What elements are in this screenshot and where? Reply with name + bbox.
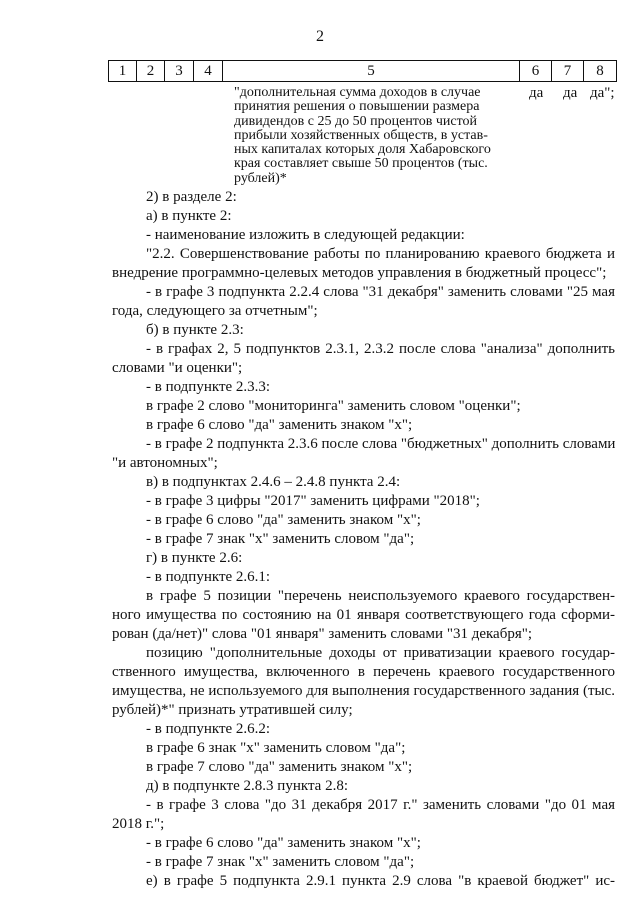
text-line: ственного имущества, включенного в перечень краевого государственного bbox=[112, 664, 615, 680]
table-cell-col6: да bbox=[529, 85, 544, 101]
text-line: "и автономных"; bbox=[112, 455, 218, 471]
column-header-cell: 4 bbox=[194, 61, 223, 82]
column-header-cell: 1 bbox=[109, 61, 137, 82]
column-header-cell: 5 bbox=[223, 61, 520, 82]
page-number: 2 bbox=[316, 28, 324, 45]
text-line: - в подпункте 2.6.1: bbox=[146, 569, 271, 585]
text-line: в графе 6 знак "х" заменить словом "да"; bbox=[146, 740, 406, 756]
column-header-table bbox=[108, 60, 617, 82]
text-line: а) в пункте 2: bbox=[146, 208, 232, 224]
text-line: рублей)*" признать утратившей силу; bbox=[112, 702, 353, 718]
text-line: - наименование изложить в следующей редакции: bbox=[146, 227, 465, 243]
text-line: позицию "дополнительные доходы от приватизации краевого государ- bbox=[146, 645, 615, 661]
text-line: в графе 7 слово "да" заменить знаком "х"; bbox=[146, 759, 413, 775]
text-line: - в графе 2 подпункта 2.3.6 после слова "бюджетных" дополнить словами bbox=[146, 436, 616, 452]
column-header-cell: 7 bbox=[552, 61, 584, 82]
column-header-row bbox=[109, 61, 617, 82]
column-header-cell: 6 bbox=[520, 61, 552, 82]
text-line: - в подпункте 2.3.3: bbox=[146, 379, 271, 395]
text-line: в графе 2 слово "мониторинга" заменить словом "оценки"; bbox=[146, 398, 521, 414]
text-line: 2) в разделе 2: bbox=[146, 189, 237, 205]
text-line: в графе 6 слово "да" заменить знаком "х"; bbox=[146, 417, 413, 433]
text-line: ного имущества по состоянию на 01 января соответствующего года сформи- bbox=[112, 607, 615, 623]
text-line: - в графе 3 цифры "2017" заменить цифрами "2018"; bbox=[146, 493, 480, 509]
text-line: "2.2. Совершенствование работы по планированию краевого бюджета и bbox=[146, 246, 615, 262]
column-header-cell: 3 bbox=[165, 61, 194, 82]
text-line: в графе 5 позиции "перечень неиспользуемого краевого государствен- bbox=[146, 588, 615, 604]
text-line: - в графах 2, 5 подпунктов 2.3.1, 2.3.2 после слова "анализа" дополнить bbox=[146, 341, 615, 357]
text-line: имущества, не используемого для выполнения государственного задания (тыс. bbox=[112, 683, 615, 699]
table-cell-col8: да"; bbox=[590, 85, 615, 101]
text-line: - в графе 6 слово "да" заменить знаком "х"; bbox=[146, 512, 421, 528]
table-cell-col7: да bbox=[563, 85, 578, 101]
text-line: - в графе 3 слова "до 31 декабря 2017 г." заменить словами "до 01 мая bbox=[146, 797, 615, 813]
text-line: 2018 г."; bbox=[112, 816, 165, 832]
text-line: рован (да/нет)" слова "01 января" заменить словами "31 декабря"; bbox=[112, 626, 533, 642]
text-line: - в графе 6 слово "да" заменить знаком "х"; bbox=[146, 835, 421, 851]
text-line: - в графе 7 знак "х" заменить словом "да"; bbox=[146, 854, 415, 870]
text-line: б) в пункте 2.3: bbox=[146, 322, 244, 338]
column-header-cell: 2 bbox=[137, 61, 165, 82]
text-line: - в графе 7 знак "х" заменить словом "да"; bbox=[146, 531, 415, 547]
column-header-cell: 8 bbox=[584, 61, 617, 82]
table-row-text: "дополнительная сумма доходов в случае принятия решения о повышении размера дивидендов с 25 до 50 процентов чистой прибыли хозяйственных обществ, в устав- ных капиталах которых доля Хабаровского края составляет свыше 50 процентов (тыс. рублей)* bbox=[234, 85, 491, 186]
text-line: е) в графе 5 подпункта 2.9.1 пункта 2.9 слова "в краевой бюджет" ис- bbox=[146, 873, 615, 889]
text-line: - в подпункте 2.6.2: bbox=[146, 721, 271, 737]
text-line: внедрение программно-целевых методов управления в бюджетный процесс"; bbox=[112, 265, 607, 281]
text-line: д) в подпункте 2.8.3 пункта 2.8: bbox=[146, 778, 349, 794]
text-line: словами "и оценки"; bbox=[112, 360, 243, 376]
text-line: г) в пункте 2.6: bbox=[146, 550, 243, 566]
text-line: года, следующего за отчетным"; bbox=[112, 303, 318, 319]
text-line: в) в подпунктах 2.4.6 – 2.4.8 пункта 2.4: bbox=[146, 474, 401, 490]
text-line: - в графе 3 подпункта 2.2.4 слова "31 декабря" заменить словами "25 мая bbox=[146, 284, 615, 300]
